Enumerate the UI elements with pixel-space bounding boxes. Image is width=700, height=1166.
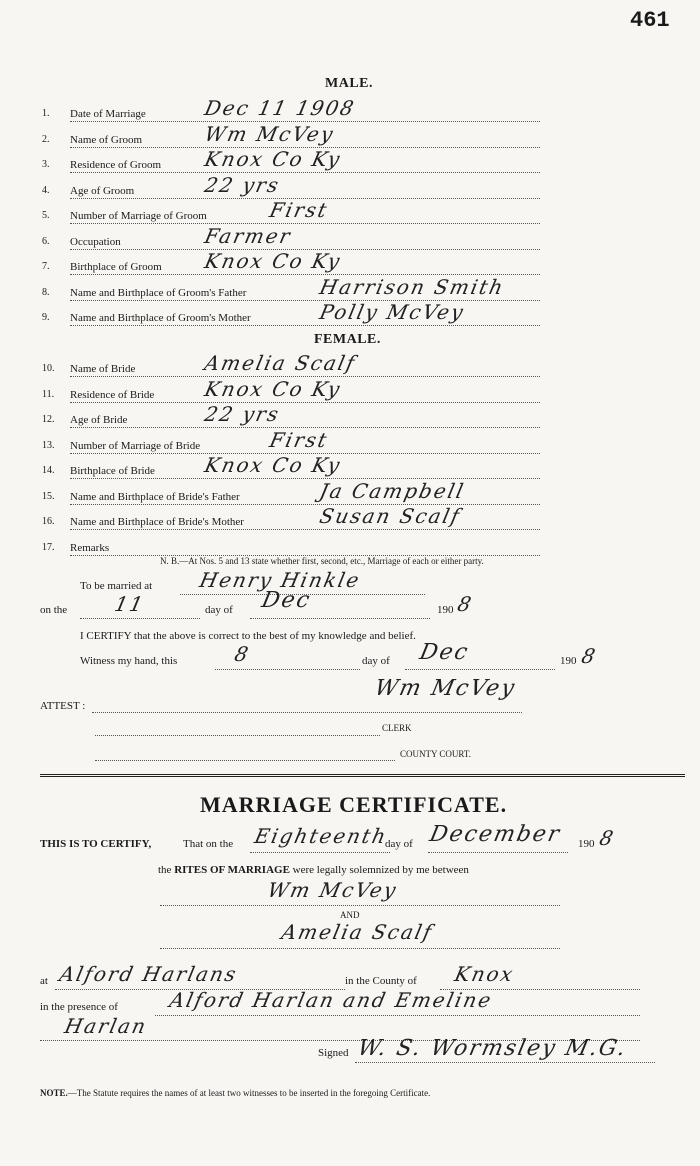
certificate-title: MARRIAGE CERTIFICATE. — [200, 792, 508, 817]
male-row-number: 7. — [42, 261, 50, 272]
male-row-value: Polly McVey — [317, 300, 468, 324]
female-row-value: First — [267, 427, 331, 452]
female-row-number: 15. — [42, 490, 55, 502]
county-of-label: in the County of — [345, 975, 417, 987]
witnesses-line-2: Harlan — [62, 1014, 150, 1038]
groom-signature: Wm McVey — [372, 676, 519, 701]
witness-year-prefix: 190 — [560, 655, 577, 667]
male-row-line — [70, 300, 540, 301]
male-row-number: 4. — [42, 184, 50, 196]
male-row-label: Name of Groom — [70, 133, 143, 146]
male-row-line — [70, 223, 540, 224]
male-row-value: First — [267, 198, 331, 222]
female-row-value: Susan Scalf — [317, 504, 464, 528]
statute-note: —The Statute requires the names of at least two witnesses to be inserted in the foregoing Certificate. — [67, 1088, 431, 1098]
female-row-label: Name of Bride — [70, 363, 136, 375]
male-row-value: 22 yrs — [202, 172, 283, 197]
female-row-number: 13. — [42, 439, 55, 451]
female-row-label: Name and Birthplace of Bride's Mother — [70, 516, 244, 528]
certify-statement: I CERTIFY that the above is correct to the best of my knowledge and belief. — [80, 630, 416, 642]
female-heading: FEMALE. — [314, 332, 381, 347]
male-heading: MALE. — [325, 76, 373, 91]
marriage-day-value: 11 — [112, 592, 148, 616]
at-label: at — [40, 975, 48, 987]
certificate-year-prefix: 190 — [578, 838, 595, 850]
presence-label: in the presence of — [40, 1001, 118, 1013]
witness-day-of-label: day of — [362, 655, 390, 667]
male-row-label: Residence of Groom — [70, 159, 162, 171]
female-row-number: 10. — [42, 363, 55, 374]
male-row-value: Dec 11 1908 — [202, 96, 358, 120]
male-row-number: 2. — [42, 133, 50, 145]
female-row-number: 12. — [42, 414, 55, 425]
male-row-value: Knox Co Ky — [202, 147, 344, 171]
witness-year-suffix: 8 — [579, 644, 600, 668]
certificate-bride-value: Amelia Scalf — [279, 920, 436, 944]
female-row-value: Amelia Scalf — [202, 351, 359, 375]
on-the-label: on the — [40, 604, 68, 616]
male-row-label: Occupation — [70, 235, 121, 248]
signed-label: Signed — [318, 1047, 349, 1059]
female-row-number: 11. — [42, 388, 55, 400]
minister-signature: W. S. Wormsley M.G. — [355, 1036, 630, 1061]
male-row-number: 9. — [42, 312, 50, 323]
male-row-label: Date of Marriage — [70, 108, 146, 120]
female-row-label: Remarks — [70, 541, 110, 554]
male-row-label: Birthplace of Groom — [70, 261, 162, 273]
female-row-number: 16. — [42, 516, 55, 527]
page-number: 461 — [630, 8, 670, 33]
witness-day-value: 8 — [232, 642, 253, 666]
male-row-value: Knox Co Ky — [202, 249, 344, 273]
certificate-year-suffix: 8 — [597, 826, 618, 850]
year-prefix: 190 — [437, 604, 454, 616]
certificate-day-value: Eighteenth — [252, 824, 390, 848]
and-label: AND — [340, 910, 360, 920]
male-row-number: 1. — [42, 108, 50, 119]
witness-month-value: Dec — [417, 640, 472, 665]
male-row-value: Wm McVey — [202, 121, 337, 146]
female-row-label: Age of Bride — [70, 414, 128, 426]
female-row-value: Knox Co Ky — [202, 453, 344, 477]
rites-suffix: were legally solemnized by me between — [292, 864, 469, 876]
male-row-line — [70, 172, 540, 173]
male-row-number: 5. — [42, 210, 50, 221]
female-row-line — [70, 504, 540, 505]
female-row-label: Name and Birthplace of Bride's Father — [70, 490, 240, 503]
female-row-value: Knox Co Ky — [202, 376, 344, 401]
male-row-value: Harrison Smith — [317, 274, 507, 299]
female-row-number: 17. — [42, 541, 55, 553]
county-value: Knox — [452, 962, 517, 986]
this-is-to-certify: THIS IS TO CERTIFY, — [40, 838, 152, 850]
female-row-line — [70, 478, 540, 479]
certificate-groom-value: Wm McVey — [265, 878, 400, 902]
year-suffix-value: 8 — [455, 592, 476, 616]
ceremony-place-value: Alford Harlans — [57, 962, 240, 986]
witness-label: Witness my hand, this — [80, 655, 178, 667]
male-row-number: 6. — [42, 235, 50, 247]
male-row-number: 8. — [42, 286, 50, 298]
that-on-label: That on the — [183, 838, 234, 850]
clerk-label: CLERK — [382, 723, 412, 733]
male-row-number: 3. — [42, 159, 50, 170]
to-be-married-label: To be married at — [80, 580, 153, 592]
male-row-label: Age of Groom — [70, 184, 135, 197]
female-row-label: Residence of Bride — [70, 388, 155, 401]
male-row-value: Farmer — [202, 223, 294, 248]
day-of-label: day of — [205, 604, 233, 616]
county-court-label: COUNTY COURT. — [400, 749, 471, 759]
nb-note: N. B.—At Nos. 5 and 13 state whether first, second, etc., Marriage of each or either party. — [160, 556, 484, 566]
attest-label: ATTEST : — [40, 700, 86, 712]
marriage-month-value: Dec — [259, 588, 314, 613]
female-row-line — [70, 529, 540, 530]
male-row-label: Number of Marriage of Groom — [70, 210, 207, 222]
section-divider — [40, 774, 685, 777]
male-row-label: Name and Birthplace of Groom's Father — [70, 286, 247, 299]
female-row-value: 22 yrs — [202, 402, 283, 426]
marriage-place-value: Henry Hinkle — [197, 568, 364, 592]
female-row-label: Number of Marriage of Bride — [70, 439, 201, 452]
rites-prefix: the — [158, 864, 172, 876]
female-row-line — [70, 402, 540, 403]
witnesses-line-1: Alford Harlan and Emeline — [167, 988, 495, 1012]
male-row-label: Name and Birthplace of Groom's Mother — [70, 312, 251, 324]
note-label: NOTE. — [40, 1088, 68, 1098]
female-row-value: Ja Campbell — [317, 478, 468, 503]
male-row-line — [70, 325, 540, 326]
rites-of-marriage: RITES OF MARRIAGE — [174, 864, 290, 876]
female-row-label: Birthplace of Bride — [70, 465, 155, 477]
certificate-month-value: December — [427, 822, 564, 847]
female-row-number: 14. — [42, 465, 55, 476]
certificate-day-of-label: day of — [385, 838, 413, 850]
